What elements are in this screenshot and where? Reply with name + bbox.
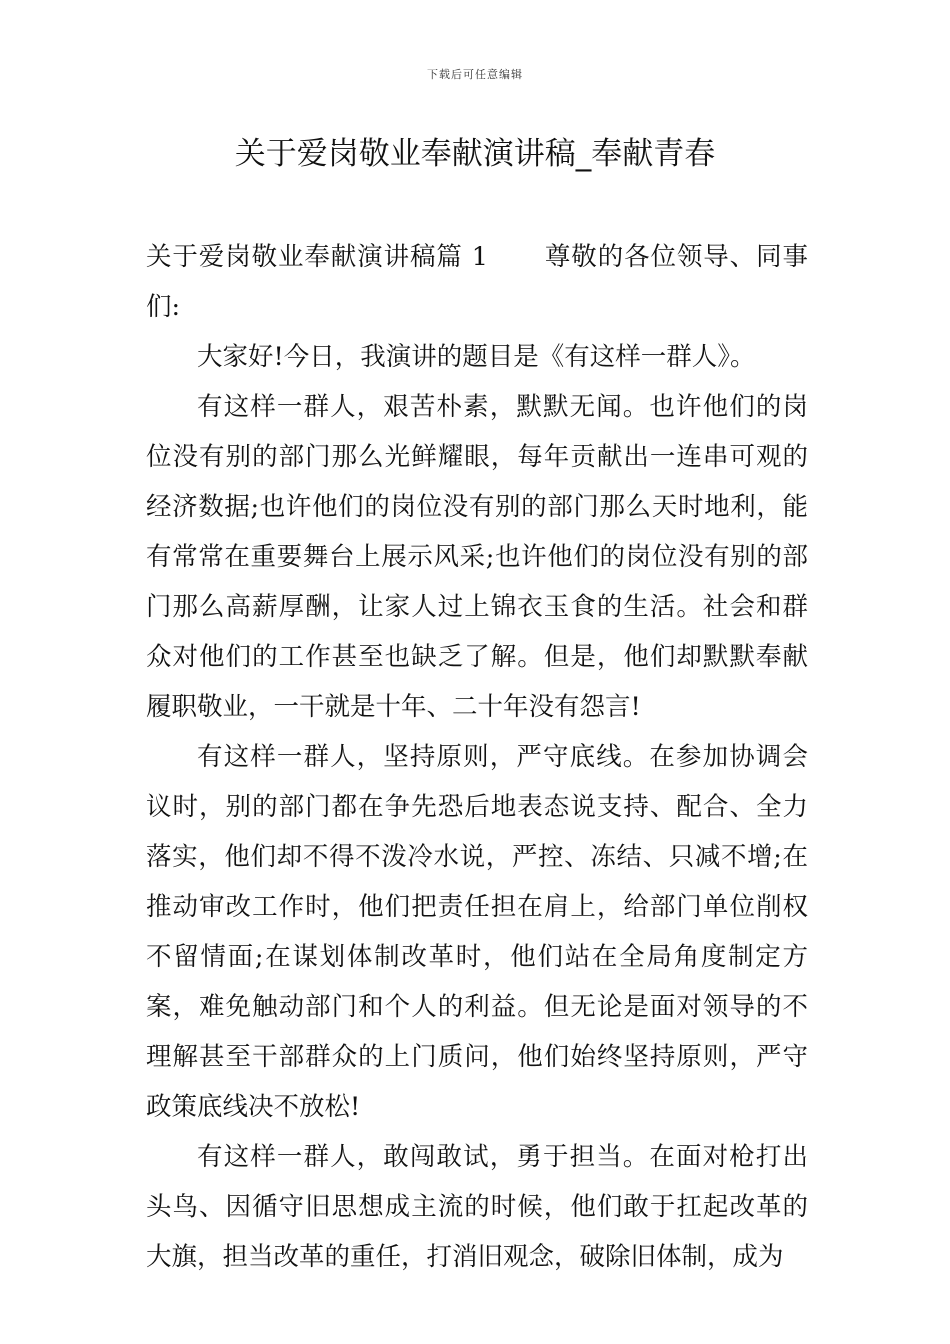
- document-body: [146, 232, 808, 1282]
- paragraph-greeting: 大家好!今日，我演讲的题目是《有这样一群人》。: [197, 342, 756, 372]
- header-note: 下载后可任意编辑: [427, 68, 523, 81]
- paragraph-principle: 有这样一群人，坚持原则，严守底线。在参加协调会议时，别的部门都在争先恐后地表态说支持、配合、全力落实，他们却不得不泼冷水说，严控、冻结、只减不增;在推动审改工作时，他们把责任担在肩上，给部门单位削权不留情面;在谋划体制改革时，他们站在全局角度制定方案，难免触动部门和个人的利益。但无论是面对领导的不理解甚至干部群众的上门质问，他们始终坚持原则，严守政策底线决不放松!: [146, 742, 808, 1122]
- intro-heading: 关于爱岗敬业奉献演讲稿篇 1: [146, 242, 488, 272]
- paragraph-courage: 有这样一群人，敢闯敢试，勇于担当。在面对枪打出头鸟、因循守旧思想成主流的时候，他们敢于扛起改革的大旗，担当改革的重任，打消旧观念，破除旧体制，成为: [146, 1142, 808, 1272]
- paragraph-humble: 有这样一群人，艰苦朴素，默默无闻。也许他们的岗位没有别的部门那么光鲜耀眼，每年贡献出一连串可观的经济数据;也许他们的岗位没有别的部门那么天时地利，能有常常在重要舞台上展示风采;也许他们的岗位没有别的部门那么高薪厚酬，让家人过上锦衣玉食的生活。社会和群众对他们的工作甚至也缺乏了解。但是，他们却默默奉献履职敬业，一干就是十年、二十年没有怨言!: [146, 392, 808, 722]
- document-title: 关于爱岗敬业奉献演讲稿_奉献青春: [234, 136, 716, 172]
- intro-line: [146, 232, 808, 332]
- intro-salutation: 尊敬的各位领导、同事们:: [146, 242, 808, 322]
